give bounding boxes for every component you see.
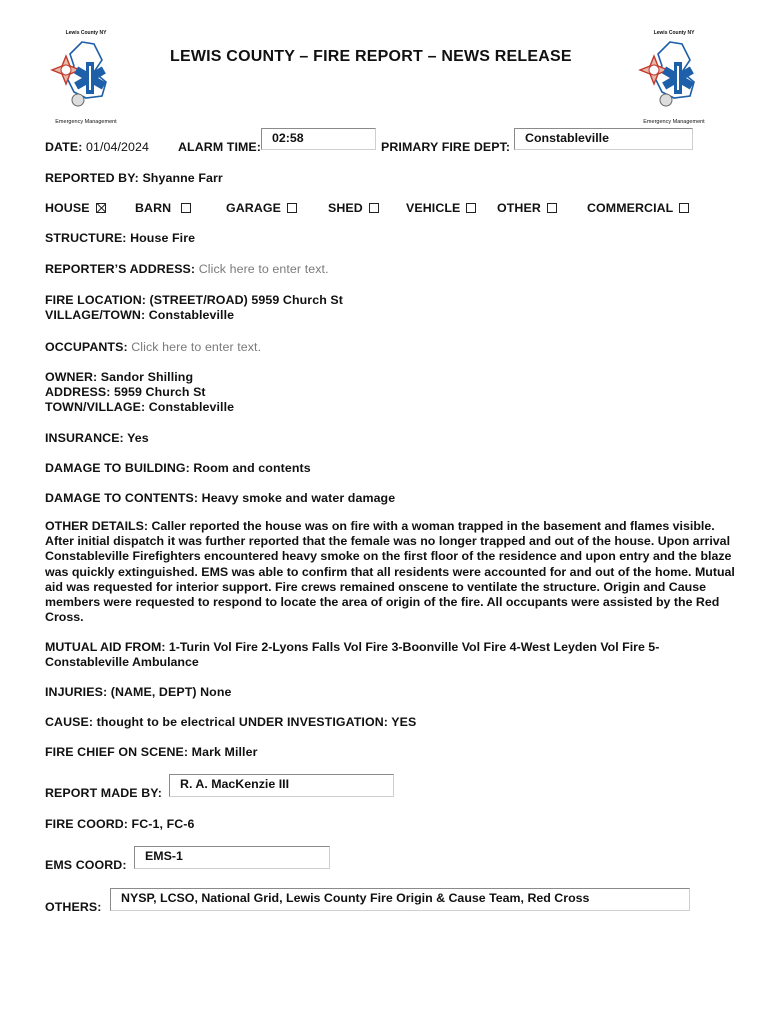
occupants-label: OCCUPANTS: <box>45 340 128 354</box>
occupants <box>45 340 261 354</box>
owner-address: ADDRESS: 5959 Church St <box>45 385 206 399</box>
cb-garage-label: GARAGE <box>226 201 281 215</box>
report-made-by-label: REPORT MADE BY: <box>45 786 162 800</box>
other-details: OTHER DETAILS: Caller reported the house was on fire with a woman trapped in the basement and flames visible. After initial dispatch it was further reported that the female was no longer trapped and out of the house. Upon arrival Constableville Firefighters encountered heavy smoke on the first floor of the residence and upon entry and the blaze was quickly extinguished. EMS was able to confirm that all residents were accounted for and out of the home. Mutual aid was requested for interior support. Fire crews remained onscene to ventilate the structure. Origin and Cause members were requested to respond to locate the area of origin of the fire. All occupants were assisted by the Red Cross. <box>45 519 735 625</box>
cb-house-label: HOUSE <box>45 201 90 215</box>
reporter-address-label: REPORTER’S ADDRESS: <box>45 262 196 276</box>
other-checkbox[interactable] <box>547 203 557 213</box>
cb-commercial-label: COMMERCIAL <box>587 201 674 215</box>
alarm-time-label: ALARM TIME: <box>178 140 262 154</box>
logo-top-text: Lewis County NY <box>65 30 107 36</box>
garage-checkbox[interactable] <box>287 203 297 213</box>
cb-barn <box>135 201 191 215</box>
primary-dept-label: PRIMARY FIRE DEPT: <box>381 140 511 154</box>
damage-building: DAMAGE TO BUILDING: Room and contents <box>45 461 311 475</box>
reporter-address-field[interactable]: Click here to enter text. <box>198 262 329 276</box>
date-label <box>45 140 149 154</box>
cb-other <box>497 201 557 215</box>
injuries: INJURIES: (NAME, DEPT) None <box>45 685 232 699</box>
house-checkbox[interactable] <box>96 203 106 213</box>
primary-dept-field[interactable]: Constableville <box>514 128 693 150</box>
right-logo <box>632 28 716 128</box>
date-label-text: DATE: <box>45 140 83 154</box>
cb-vehicle-label: VEHICLE <box>406 201 461 215</box>
cb-shed <box>328 201 379 215</box>
cause: CAUSE: thought to be electrical UNDER INVESTIGATION: YES <box>45 715 417 729</box>
logo-bottom-text: Emergency Management <box>55 119 117 125</box>
fire-chief: FIRE CHIEF ON SCENE: Mark Miller <box>45 745 258 759</box>
reported-by: REPORTED BY: Shyanne Farr <box>45 171 223 185</box>
others-field[interactable]: NYSP, LCSO, National Grid, Lewis County Fire Origin & Cause Team, Red Cross <box>110 888 690 911</box>
village-town: VILLAGE/TOWN: Constableville <box>45 308 235 322</box>
commercial-checkbox[interactable] <box>679 203 689 213</box>
alarm-time-field[interactable]: 02:58 <box>261 128 376 150</box>
owner-town: TOWN/VILLAGE: Constableville <box>45 400 235 414</box>
reporter-address <box>45 262 329 276</box>
emergency-management-emblem-icon <box>44 38 128 118</box>
date-value: 01/04/2024 <box>85 140 149 154</box>
fire-coord: FIRE COORD: FC-1, FC-6 <box>45 817 195 831</box>
ems-coord-label: EMS COORD: <box>45 858 127 872</box>
cb-other-label: OTHER <box>497 201 541 215</box>
structure: STRUCTURE: House Fire <box>45 231 196 245</box>
emergency-management-emblem-icon <box>632 38 716 118</box>
left-logo <box>44 28 128 128</box>
mutual-aid: MUTUAL AID FROM: 1-Turin Vol Fire 2-Lyons Falls Vol Fire 3-Boonville Vol Fire 4-West Leyden Vol Fire 5-Constableville Ambulance <box>45 640 660 670</box>
shed-checkbox[interactable] <box>369 203 379 213</box>
damage-contents: DAMAGE TO CONTENTS: Heavy smoke and water damage <box>45 491 396 505</box>
occupants-field[interactable]: Click here to enter text. <box>131 340 262 354</box>
cb-house <box>45 201 106 215</box>
logo-bottom-text: Emergency Management <box>643 119 705 125</box>
cb-commercial <box>587 201 689 215</box>
cb-garage <box>226 201 297 215</box>
barn-checkbox[interactable] <box>181 203 191 213</box>
others-label: OTHERS: <box>45 900 102 914</box>
insurance: INSURANCE: Yes <box>45 431 149 445</box>
page-title: LEWIS COUNTY – FIRE REPORT – NEWS RELEASE <box>170 48 572 65</box>
cb-vehicle <box>406 201 476 215</box>
owner: OWNER: Sandor Shilling <box>45 370 194 384</box>
vehicle-checkbox[interactable] <box>466 203 476 213</box>
report-made-by-field[interactable]: R. A. MacKenzie III <box>169 774 394 797</box>
logo-top-text: Lewis County NY <box>653 30 695 36</box>
fire-location: FIRE LOCATION: (STREET/ROAD) 5959 Church St <box>45 293 344 307</box>
ems-coord-field[interactable]: EMS-1 <box>134 846 330 869</box>
cb-shed-label: SHED <box>328 201 363 215</box>
cb-barn-label: BARN <box>135 201 172 215</box>
